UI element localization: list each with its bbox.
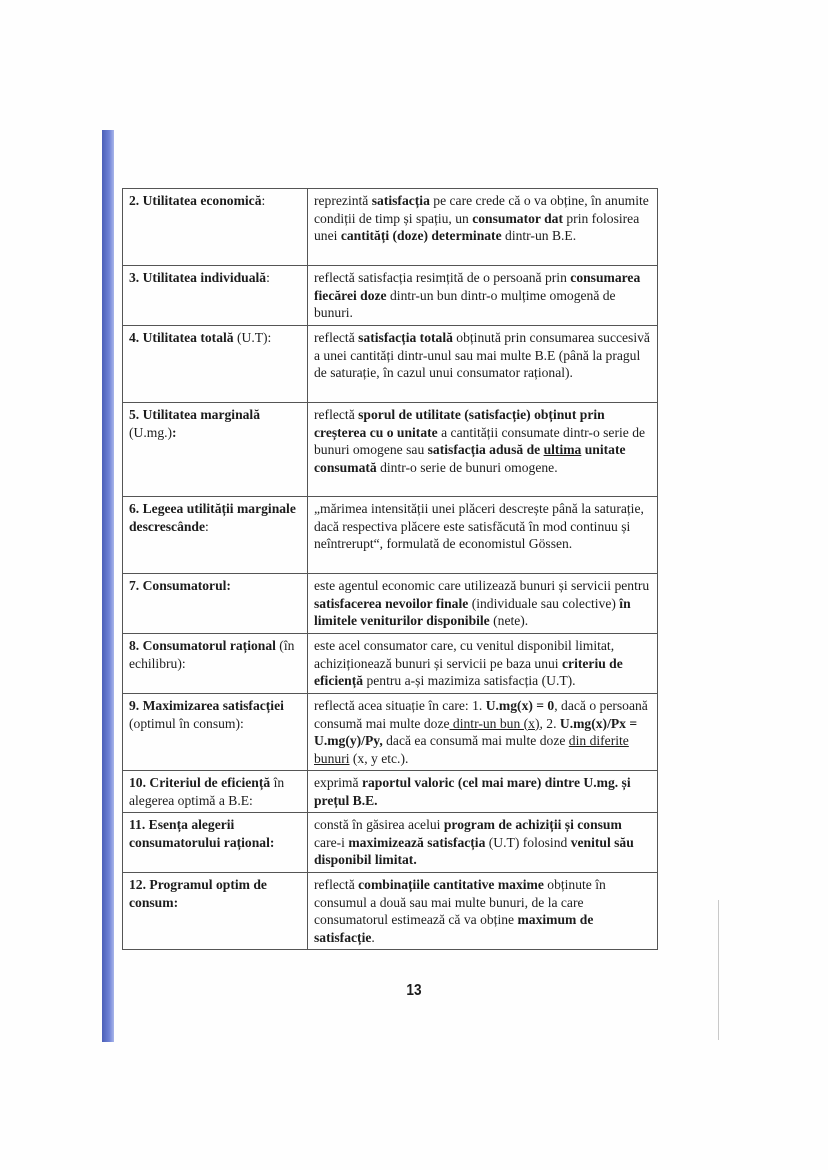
term-segment: 10. Criteriul de eficiență — [129, 775, 271, 790]
term-segment: : — [172, 424, 177, 440]
table-row — [123, 497, 658, 574]
definition-segment: maximum de satisfacție — [314, 912, 594, 945]
table-row — [123, 873, 658, 950]
definition-segment: satisfacția totală — [358, 330, 453, 345]
term-cell — [123, 873, 308, 950]
term-segment: : — [205, 518, 209, 534]
page-number: 13 — [406, 982, 422, 999]
term-segment: (U.mg.) — [129, 424, 173, 440]
definition-segment: dintr-un bun (x) — [449, 715, 540, 731]
term-segment: 12. Programul optim de consum: — [129, 877, 267, 910]
term-cell — [123, 403, 308, 497]
term-segment: 6. Legeea utilității marginale descrescânde — [129, 501, 296, 534]
term-segment: 4. Utilitatea totală — [129, 330, 234, 345]
definition-segment: satisfacerea nevoilor finale — [314, 595, 469, 611]
definition-segment: combinațiile cantitative maxime — [358, 877, 544, 892]
definition-segment: , dacă o persoană consumă mai multe doze — [314, 698, 648, 731]
definition-segment: dintr-un bun dintr-o mulțime omogenă de bunuri. — [314, 287, 616, 320]
definition-segment: pe care crede că o va obține, în anumite condiții de timp și spațiu, un — [314, 193, 649, 226]
definition-segment: obținută prin consumarea succesivă a unei cantități dintr-unul sau mai multe B.E (până la pragul de saturație, în cazul unui consumator rațional). — [314, 330, 650, 380]
definition-segment: program de achiziții și consum — [443, 817, 622, 832]
definition-segment: reflectă satisfacția resimțită de o persoană prin — [314, 270, 571, 285]
definition-segment: (nete). — [489, 613, 529, 628]
page-edge-line — [718, 900, 719, 1040]
definition-segment: în limitele veniturilor disponibile — [314, 595, 631, 628]
term-cell — [123, 771, 308, 813]
definition-segment: pentru a-și mazimiza satisfacția (U.T). — [363, 673, 576, 688]
definition-segment: satisfacția adusă de — [427, 442, 544, 457]
definition-segment: maximizează satisfacția — [348, 834, 486, 850]
table-row — [123, 326, 658, 403]
term-cell — [123, 497, 308, 574]
definition-segment: este agentul economic care utilizează bunuri și servicii pentru — [314, 578, 650, 593]
definition-segment: reprezintă — [314, 193, 372, 208]
term-cell — [123, 634, 308, 694]
definition-segment: , 2. — [539, 715, 560, 731]
definition-cell — [308, 873, 658, 950]
term-segment: 2. Utilitatea economică — [129, 193, 262, 208]
definition-segment: din diferite bunuri — [314, 733, 629, 766]
definition-segment: raportul valoric (cel mai mare) dintre U.mg. și prețul B.E. — [314, 775, 631, 808]
term-cell — [123, 813, 308, 873]
definition-cell — [308, 574, 658, 634]
definition-segment: „mărimea intensității unei plăceri descrește până la saturație, dacă respectiva plăcere este satisfăcută în mod continuu și neîntrerupt“, formulată de economistul Gössen. — [314, 501, 644, 551]
definition-cell — [308, 813, 658, 873]
definition-segment: dintr-o serie de bunuri omogene. — [376, 459, 558, 475]
definition-segment: venitul său disponibil limitat. — [314, 834, 634, 867]
term-segment: : — [261, 193, 266, 208]
term-segment: (U.T): — [233, 330, 272, 345]
definition-segment: constă în găsirea acelui — [314, 817, 444, 832]
definition-segment: U.mg(x)/Px = U.mg(y)/Py, — [314, 715, 638, 748]
term-segment: (în echilibru): — [129, 638, 295, 671]
definition-cell — [308, 326, 658, 403]
definition-cell — [308, 497, 658, 574]
definition-segment: . — [371, 929, 375, 945]
definition-segment: cantități (doze) determinate — [340, 228, 502, 243]
term-segment: 7. Consumatorul: — [129, 578, 231, 593]
definition-segment: reflectă — [314, 877, 359, 892]
table-row — [123, 634, 658, 694]
definition-segment: ultima — [543, 442, 582, 457]
definition-segment: obținute în consumul a două sau mai multe bunuri, de la care consumatorul estimează că va obține — [314, 877, 606, 927]
definition-segment: consumarea fiecărei doze — [314, 270, 641, 303]
definition-segment: (U.T) folosind — [485, 834, 571, 850]
table-row — [123, 694, 658, 771]
table-row — [123, 189, 658, 266]
definition-segment: dacă ea consumă mai multe doze — [382, 733, 569, 748]
term-cell — [123, 326, 308, 403]
term-segment: 9. Maximizarea satisfacției — [129, 698, 284, 713]
definition-segment: reflectă — [314, 330, 359, 345]
definitions-table — [122, 188, 658, 950]
term-cell — [123, 189, 308, 266]
term-segment: 3. Utilitatea individuală — [129, 270, 267, 285]
term-segment: în alegerea optimă a B.E: — [129, 775, 285, 808]
definition-segment: sporul de utilitate (satisfacție) obținut prin creșterea cu o unitate — [314, 407, 605, 440]
definition-segment: reflectă — [314, 407, 359, 422]
definition-cell — [308, 266, 658, 326]
term-cell — [123, 266, 308, 326]
table-row — [123, 266, 658, 326]
definition-cell — [308, 403, 658, 497]
table-row — [123, 771, 658, 813]
definition-segment: prin folosirea unei — [314, 210, 640, 243]
definition-segment: dintr-un B.E. — [501, 228, 577, 243]
definition-segment: (individuale sau colective) — [468, 595, 620, 611]
definition-segment: unitate consumată — [314, 442, 626, 475]
term-segment: : — [266, 270, 270, 285]
definition-cell — [308, 771, 658, 813]
table-row — [123, 574, 658, 634]
definitions-table-body — [123, 189, 658, 950]
definition-segment: consumator dat — [472, 210, 563, 226]
term-segment: 8. Consumatorul rațional — [129, 638, 276, 653]
definition-cell — [308, 634, 658, 694]
definition-segment: reflectă acea situație în care: 1. — [314, 698, 486, 713]
definition-cell — [308, 694, 658, 771]
term-cell — [123, 574, 308, 634]
term-cell — [123, 694, 308, 771]
term-segment: 11. Esența alegerii consumatorului rațional: — [129, 817, 275, 850]
definition-segment: satisfacția — [371, 193, 430, 208]
definition-segment: exprimă — [314, 775, 362, 790]
definition-segment: a cantității consumate dintr-o serie de bunuri omogene sau — [314, 424, 646, 457]
page-edge-accent-bar — [102, 130, 114, 1042]
table-row — [123, 403, 658, 497]
definition-cell — [308, 189, 658, 266]
definition-segment: U.mg(x) = 0 — [485, 698, 555, 713]
table-row — [123, 813, 658, 873]
definition-segment: criteriu de eficiență — [314, 655, 623, 688]
definition-segment: (x, y etc.). — [349, 750, 409, 766]
term-segment: (optimul în consum): — [129, 715, 244, 731]
term-segment: 5. Utilitatea marginală — [129, 407, 261, 422]
definition-segment: care-i — [314, 834, 349, 850]
definition-segment: este acel consumator care, cu venitul disponibil limitat, achiziționează bunuri și servicii pe baza unui — [314, 638, 615, 671]
